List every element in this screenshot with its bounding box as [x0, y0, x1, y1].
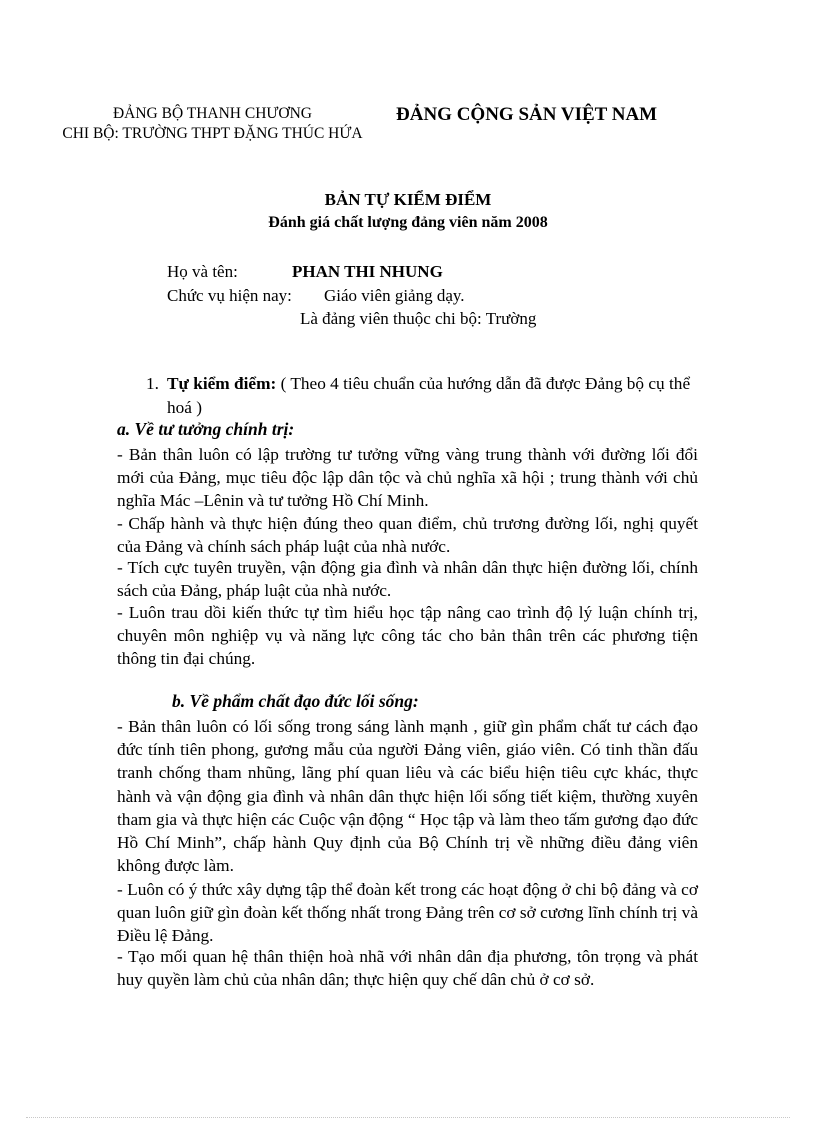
- name-value: PHAN THI NHUNG: [292, 262, 443, 281]
- section-number: 1.: [146, 374, 159, 393]
- party-committee-header: [40, 104, 385, 144]
- document-title: BẢN TỰ KIỂM ĐIỂM: [324, 190, 492, 209]
- section-a-paragraph: - Tích cực tuyên truyền, vận động gia đình và nhân dân thực hiện đường lối, chính sách của Đảng, pháp luật của nhà nước.: [117, 558, 698, 601]
- document-subtitle: Đánh giá chất lượng đảng viên năm 2008: [268, 214, 548, 231]
- section-b-paragraph: - Tạo mối quan hệ thân thiện hoà nhã với nhân dân địa phương, tôn trọng và phát huy quyền làm chủ của nhân dân; thực hiện quy chế dân chủ ở cơ sở.: [117, 947, 698, 990]
- section-a-paragraph: - Luôn trau dồi kiến thức tự tìm hiểu học tập nâng cao trình độ lý luận chính trị, chuyên môn nghiệp vụ và năng lực công tác cho bản thân trên các phương tiện thông tin đại chúng.: [117, 603, 698, 669]
- position-label: Chức vụ hiện nay:: [167, 286, 292, 305]
- section-a-paragraph: - Bản thân luôn có lập trường tư tưởng vững vàng trung thành với đường lối đổi mới của Đảng, mục tiêu độc lập dân tộc và chủ nghĩa xã hội ; trung thành với chủ nghĩa Mác –Lênin và tư tưởng Hồ Chí Minh.: [117, 445, 698, 511]
- party-cell-name: CHI BỘ: TRƯỜNG THPT ĐẶNG THÚC HỨA: [62, 125, 363, 142]
- party-name-header: ĐẢNG CỘNG SẢN VIỆT NAM: [396, 104, 658, 125]
- party-cell-line: Là đảng viên thuộc chi bộ: Trường: [300, 309, 537, 328]
- section-description: ( Theo 4 tiêu chuẩn của hướng dẫn đã được Đảng bộ cụ thể hoá ): [167, 374, 691, 417]
- party-committee-name: ĐẢNG BỘ THANH CHƯƠNG: [112, 105, 313, 122]
- section-b-heading: b. Về phẩm chất đạo đức lối sống:: [172, 691, 419, 711]
- section-self-review: [146, 372, 706, 420]
- section-title: Tự kiểm điểm:: [167, 374, 277, 393]
- page-bottom-divider: [26, 1117, 790, 1118]
- section-a-heading: a. Về tư tưởng chính trị:: [117, 419, 295, 439]
- section-a-paragraph: - Chấp hành và thực hiện đúng theo quan điểm, chủ trương đường lối, nghị quyết của Đảng và chính sách pháp luật của nhà nước.: [117, 514, 698, 557]
- section-b-paragraph: - Bản thân luôn có lối sống trong sáng lành mạnh , giữ gìn phẩm chất tư cách đạo đức tính tiên phong, gương mẫu của người Đảng viên, giáo viên. Có tinh thần đấu tranh chống tham nhũng, lãng phí quan liêu và các biểu hiện tiêu cực khác, thực hành và vận động gia đình và nhân dân thực hiện lối sống tiết kiệm, thường xuyên tham gia và thực hiện các Cuộc vận động “ Học tập và làm theo tấm gương đạo đức Hồ Chí Minh”, chấp hành Quy định của Bộ Chính trị về những điều đảng viên không được làm.: [117, 717, 698, 876]
- name-label: Họ và tên:: [167, 262, 238, 281]
- section-b-paragraph: - Luôn có ý thức xây dựng tập thể đoàn kết trong các hoạt động ở chi bộ đảng và cơ quan luôn giữ gìn đoàn kết thống nhất trong Đảng trên cơ sở cương lĩnh chính trị và Điều lệ Đảng.: [117, 880, 698, 946]
- position-value: Giáo viên giảng dạy.: [324, 286, 465, 305]
